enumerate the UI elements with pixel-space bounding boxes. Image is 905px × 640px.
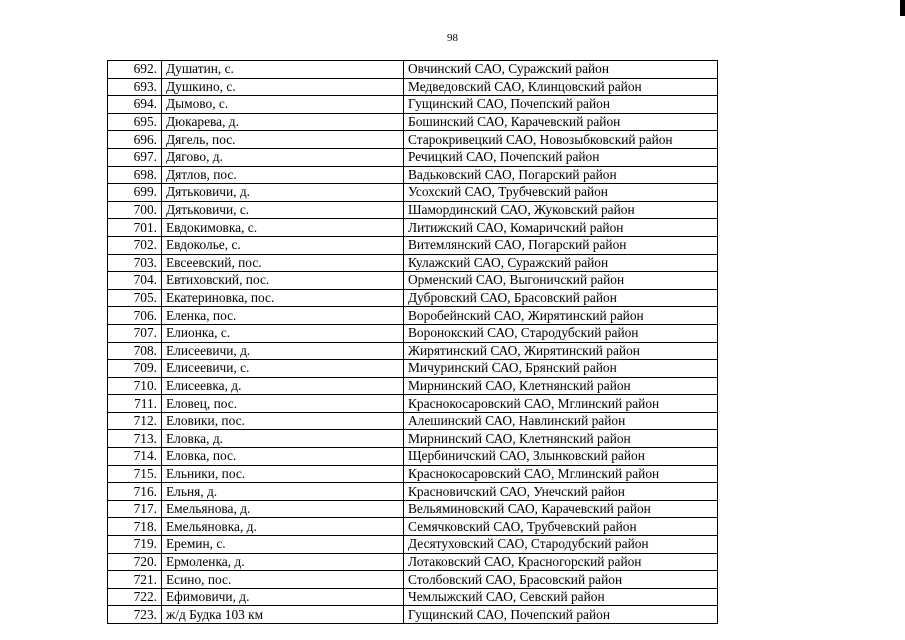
table-row bbox=[108, 61, 718, 79]
row-number: 703. bbox=[108, 254, 162, 272]
table-row bbox=[108, 184, 718, 202]
district-name: Гущинский САО, Почепский район bbox=[404, 96, 718, 114]
district-name: Бошинский САО, Карачевский район bbox=[404, 113, 718, 131]
page-number: 98 bbox=[447, 32, 458, 44]
district-name: Жирятинский САО, Жирятинский район bbox=[404, 342, 718, 360]
settlement-name: Екатериновка, пос. bbox=[162, 289, 404, 307]
row-number: 693. bbox=[108, 78, 162, 96]
table-row bbox=[108, 536, 718, 554]
row-number: 692. bbox=[108, 61, 162, 79]
settlement-name: Душкино, с. bbox=[162, 78, 404, 96]
district-name: Вадьковский САО, Погарский район bbox=[404, 166, 718, 184]
table-row bbox=[108, 360, 718, 378]
table-row bbox=[108, 395, 718, 413]
row-number: 694. bbox=[108, 96, 162, 114]
settlement-name: Емельяновка, д. bbox=[162, 518, 404, 536]
settlement-name: Дягель, пос. bbox=[162, 131, 404, 149]
table-row bbox=[108, 307, 718, 325]
settlement-name: Ефимовичи, д. bbox=[162, 588, 404, 606]
settlement-name: Душатин, с. bbox=[162, 61, 404, 79]
district-name: Щербиничский САО, Злынковский район bbox=[404, 448, 718, 466]
settlement-name: Дюкарева, д. bbox=[162, 113, 404, 131]
row-number: 718. bbox=[108, 518, 162, 536]
settlement-name: Ельня, д. bbox=[162, 483, 404, 501]
row-number: 705. bbox=[108, 289, 162, 307]
district-name: Столбовский САО, Брасовский район bbox=[404, 571, 718, 589]
district-name: Усохский САО, Трубчевский район bbox=[404, 184, 718, 202]
row-number: 710. bbox=[108, 377, 162, 395]
table-row bbox=[108, 131, 718, 149]
settlement-name: Евдокимовка, с. bbox=[162, 219, 404, 237]
table-row bbox=[108, 448, 718, 466]
settlement-name: Еловка, пос. bbox=[162, 448, 404, 466]
table-row bbox=[108, 553, 718, 571]
district-name: Гущинский САО, Почепский район bbox=[404, 606, 718, 624]
table-row bbox=[108, 500, 718, 518]
settlement-name: Евтиховский, пос. bbox=[162, 272, 404, 290]
settlement-name: Ельники, пос. bbox=[162, 465, 404, 483]
settlement-name: Елисеевичи, с. bbox=[162, 360, 404, 378]
table-row bbox=[108, 483, 718, 501]
table-row bbox=[108, 96, 718, 114]
settlement-name: Елисеевичи, д. bbox=[162, 342, 404, 360]
district-name: Орменский САО, Выгоничский район bbox=[404, 272, 718, 290]
district-name: Десятуховский САО, Стародубский район bbox=[404, 536, 718, 554]
row-number: 714. bbox=[108, 448, 162, 466]
row-number: 719. bbox=[108, 536, 162, 554]
table-row bbox=[108, 201, 718, 219]
table-row bbox=[108, 606, 718, 624]
row-number: 704. bbox=[108, 272, 162, 290]
row-number: 716. bbox=[108, 483, 162, 501]
settlements-table bbox=[107, 60, 718, 624]
district-name: Воробейнский САО, Жирятинский район bbox=[404, 307, 718, 325]
table-row bbox=[108, 219, 718, 237]
district-name: Семячковский САО, Трубчевский район bbox=[404, 518, 718, 536]
district-name: Речицкий САО, Почепский район bbox=[404, 148, 718, 166]
row-number: 696. bbox=[108, 131, 162, 149]
row-number: 723. bbox=[108, 606, 162, 624]
table-row bbox=[108, 518, 718, 536]
table-row bbox=[108, 342, 718, 360]
row-number: 722. bbox=[108, 588, 162, 606]
page-edge-mark bbox=[900, 0, 905, 16]
table-row bbox=[108, 78, 718, 96]
district-name: Вельяминовский САО, Карачевский район bbox=[404, 500, 718, 518]
table-row bbox=[108, 588, 718, 606]
settlement-name: Дятьковичи, с. bbox=[162, 201, 404, 219]
district-name: Воронокский САО, Стародубский район bbox=[404, 324, 718, 342]
row-number: 712. bbox=[108, 412, 162, 430]
settlement-name: Евдоколье, с. bbox=[162, 236, 404, 254]
table-row bbox=[108, 571, 718, 589]
table-row bbox=[108, 412, 718, 430]
table-row bbox=[108, 148, 718, 166]
row-number: 708. bbox=[108, 342, 162, 360]
settlement-name: ж/д Будка 103 км bbox=[162, 606, 404, 624]
row-number: 711. bbox=[108, 395, 162, 413]
settlement-name: Елионка, с. bbox=[162, 324, 404, 342]
district-name: Красновичский САО, Унечский район bbox=[404, 483, 718, 501]
district-name: Лотаковский САО, Красногорский район bbox=[404, 553, 718, 571]
district-name: Краснокосаровский САО, Мглинский район bbox=[404, 395, 718, 413]
settlement-name: Елисеевка, д. bbox=[162, 377, 404, 395]
row-number: 701. bbox=[108, 219, 162, 237]
district-name: Мирнинский САО, Клетнянский район bbox=[404, 430, 718, 448]
row-number: 709. bbox=[108, 360, 162, 378]
row-number: 702. bbox=[108, 236, 162, 254]
settlement-name: Дятлов, пос. bbox=[162, 166, 404, 184]
table-row bbox=[108, 289, 718, 307]
row-number: 700. bbox=[108, 201, 162, 219]
settlement-name: Дягово, д. bbox=[162, 148, 404, 166]
row-number: 697. bbox=[108, 148, 162, 166]
row-number: 713. bbox=[108, 430, 162, 448]
row-number: 707. bbox=[108, 324, 162, 342]
table-row bbox=[108, 166, 718, 184]
settlement-name: Еленка, пос. bbox=[162, 307, 404, 325]
district-name: Мирнинский САО, Клетнянский район bbox=[404, 377, 718, 395]
district-name: Алешинский САО, Навлинский район bbox=[404, 412, 718, 430]
district-name: Медведовский САО, Клинцовский район bbox=[404, 78, 718, 96]
district-name: Литижский САО, Комаричский район bbox=[404, 219, 718, 237]
settlement-name: Есино, пос. bbox=[162, 571, 404, 589]
row-number: 699. bbox=[108, 184, 162, 202]
row-number: 706. bbox=[108, 307, 162, 325]
row-number: 695. bbox=[108, 113, 162, 131]
settlement-name: Еловка, д. bbox=[162, 430, 404, 448]
row-number: 715. bbox=[108, 465, 162, 483]
district-name: Витемлянский САО, Погарский район bbox=[404, 236, 718, 254]
settlement-name: Ермоленка, д. bbox=[162, 553, 404, 571]
settlement-name: Еремин, с. bbox=[162, 536, 404, 554]
table-row bbox=[108, 465, 718, 483]
table-row bbox=[108, 236, 718, 254]
row-number: 698. bbox=[108, 166, 162, 184]
row-number: 720. bbox=[108, 553, 162, 571]
district-name: Шамординский САО, Жуковский район bbox=[404, 201, 718, 219]
settlements-table-body bbox=[108, 61, 718, 624]
district-name: Чемлыжский САО, Севский район bbox=[404, 588, 718, 606]
district-name: Овчинский САО, Суражский район bbox=[404, 61, 718, 79]
table-row bbox=[108, 430, 718, 448]
table-row bbox=[108, 254, 718, 272]
district-name: Краснокосаровский САО, Мглинский район bbox=[404, 465, 718, 483]
district-name: Кулажский САО, Суражский район bbox=[404, 254, 718, 272]
table-row bbox=[108, 272, 718, 290]
table-row bbox=[108, 324, 718, 342]
table-row bbox=[108, 377, 718, 395]
district-name: Дубровский САО, Брасовский район bbox=[404, 289, 718, 307]
row-number: 721. bbox=[108, 571, 162, 589]
settlement-name: Дятьковичи, д. bbox=[162, 184, 404, 202]
row-number: 717. bbox=[108, 500, 162, 518]
settlement-name: Еловики, пос. bbox=[162, 412, 404, 430]
settlement-name: Еловец, пос. bbox=[162, 395, 404, 413]
settlement-name: Емельянова, д. bbox=[162, 500, 404, 518]
settlement-name: Евсеевский, пос. bbox=[162, 254, 404, 272]
settlement-name: Дымово, с. bbox=[162, 96, 404, 114]
district-name: Мичуринский САО, Брянский район bbox=[404, 360, 718, 378]
district-name: Старокривецкий САО, Новозыбковский район bbox=[404, 131, 718, 149]
table-row bbox=[108, 113, 718, 131]
